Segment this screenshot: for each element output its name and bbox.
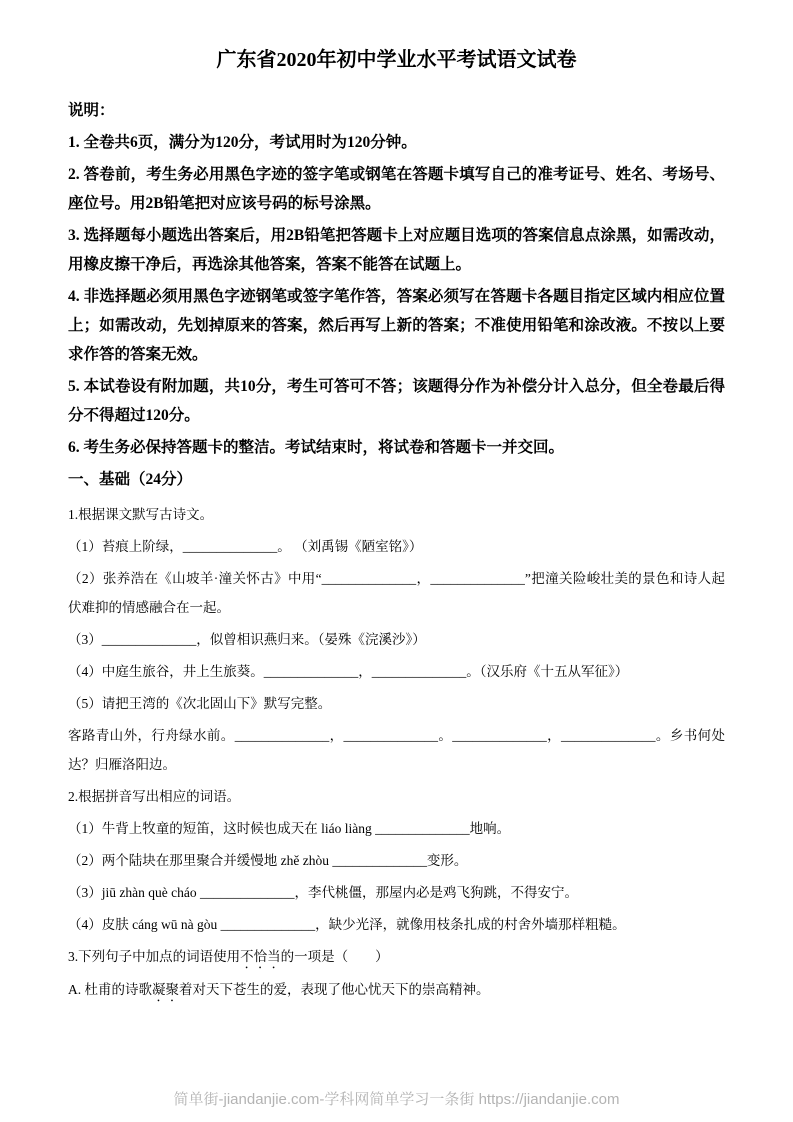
instruction-item-2: 2. 答卷前，考生务必用黑色字迹的签字笔或钢笔在答题卡填写自己的准考证号、姓名、考场号、座位号。用2B铅笔把对应该号码的标号涂黑。 — [68, 166, 725, 212]
question-2-stem: 2.根据拼音写出相应的词语。 — [68, 789, 241, 804]
question-3-option-a-text: A. 杜甫的诗歌 — [68, 982, 152, 997]
question-1-item-5: （5）请把王湾的《次北固山下》默写完整。 — [68, 696, 332, 711]
question-3-option-a-emphasis: 凝聚 — [152, 982, 179, 997]
instruction-item-5: 5. 本试卷设有附加题，共10分，考生可答可不答；该题得分作为补偿分计入总分，但全卷最后得分不得超过120分。 — [68, 378, 725, 424]
question-3-stem — [68, 942, 725, 972]
page-title: 广东省2020年初中学业水平考试语文试卷 — [216, 49, 577, 71]
question-2-item-4: （4）皮肤 cáng wū nà gòu ______________，缺少光泽，就像用枝条扎成的村舍外墙那样粗糙。 — [68, 917, 626, 932]
question-2-item-3: （3）jiū zhàn què cháo ______________，李代桃僵，那屋内必是鸡飞狗跳，不得安宁。 — [68, 885, 578, 900]
question-2-item-2: （2）两个陆块在那里聚合并缓慢地 zhě zhòu ______________变形。 — [68, 853, 468, 868]
question-1-poem-line: 客路青山外，行舟绿水前。______________，______________。______________，______________。乡书何处达？归雁洛阳边。 — [68, 728, 725, 772]
question-3-stem-text: 3.下列句子中加点的词语使用 — [68, 949, 241, 964]
instruction-item-6: 6. 考生务必保持答题卡的整洁。考试结束时，将试卷和答题卡一并交回。 — [68, 439, 565, 456]
question-3-block — [68, 942, 725, 1005]
question-3-option-a-tail: 着对天下苍生的爱，表现了他心忧天下的崇高精神。 — [179, 982, 490, 997]
question-1-item-4: （4）中庭生旅谷，井上生旅葵。______________，______________。（汉乐府《十五从军征》） — [68, 664, 629, 679]
instruction-item-4: 4. 非选择题必须用黑色字迹钢笔或签字笔作答，答案必须写在答题卡各题目指定区域内相应位置上；如需改动，先划掉原来的答案，然后再写上新的答案；不准使用铅笔和涂改液。不按以上要求作答的答案无效。 — [68, 288, 725, 363]
question-3-option-a — [68, 975, 725, 1005]
question-1-item-1: （1）苔痕上阶绿，______________。 （刘禹锡《陋室铭》） — [68, 539, 423, 554]
instruction-item-1: 1. 全卷共6页，满分为120分，考试用时为120分钟。 — [68, 134, 417, 151]
question-1-block — [68, 500, 725, 779]
instruction-item-3: 3. 选择题每小题选出答案后，用2B铅笔把答题卡上对应题目选项的答案信息点涂黑，如需改动，用橡皮擦干净后，再选涂其他答案，答案不能答在试题上。 — [68, 227, 725, 273]
instructions-heading: 说明： — [68, 102, 115, 119]
question-2-item-1: （1）牛背上牧童的短笛，这时候也成天在 liáo liàng ______________地响。 — [68, 821, 511, 836]
question-1-item-3: （3）______________，似曾相识燕归来。（晏殊《浣溪沙》） — [68, 632, 426, 647]
section-1-heading: 一、基础（24分） — [68, 471, 193, 488]
question-2-block — [68, 782, 725, 939]
question-1-item-2: （2）张养浩在《山坡羊·潼关怀古》中用“______________，______________”把潼关险峻壮美的景色和诗人起伏难抑的情感融合在一起。 — [68, 571, 725, 615]
question-3-stem-tail: 的一项是（ ） — [280, 949, 389, 964]
question-1-stem: 1.根据课文默写古诗文。 — [68, 507, 214, 522]
footer-watermark: 简单街-jiandanjie.com-学科网简单学习一条街 https://jiandanjie.com — [173, 1091, 620, 1108]
question-3-stem-emphasis: 不恰当 — [240, 949, 281, 964]
instructions-block — [68, 96, 725, 462]
